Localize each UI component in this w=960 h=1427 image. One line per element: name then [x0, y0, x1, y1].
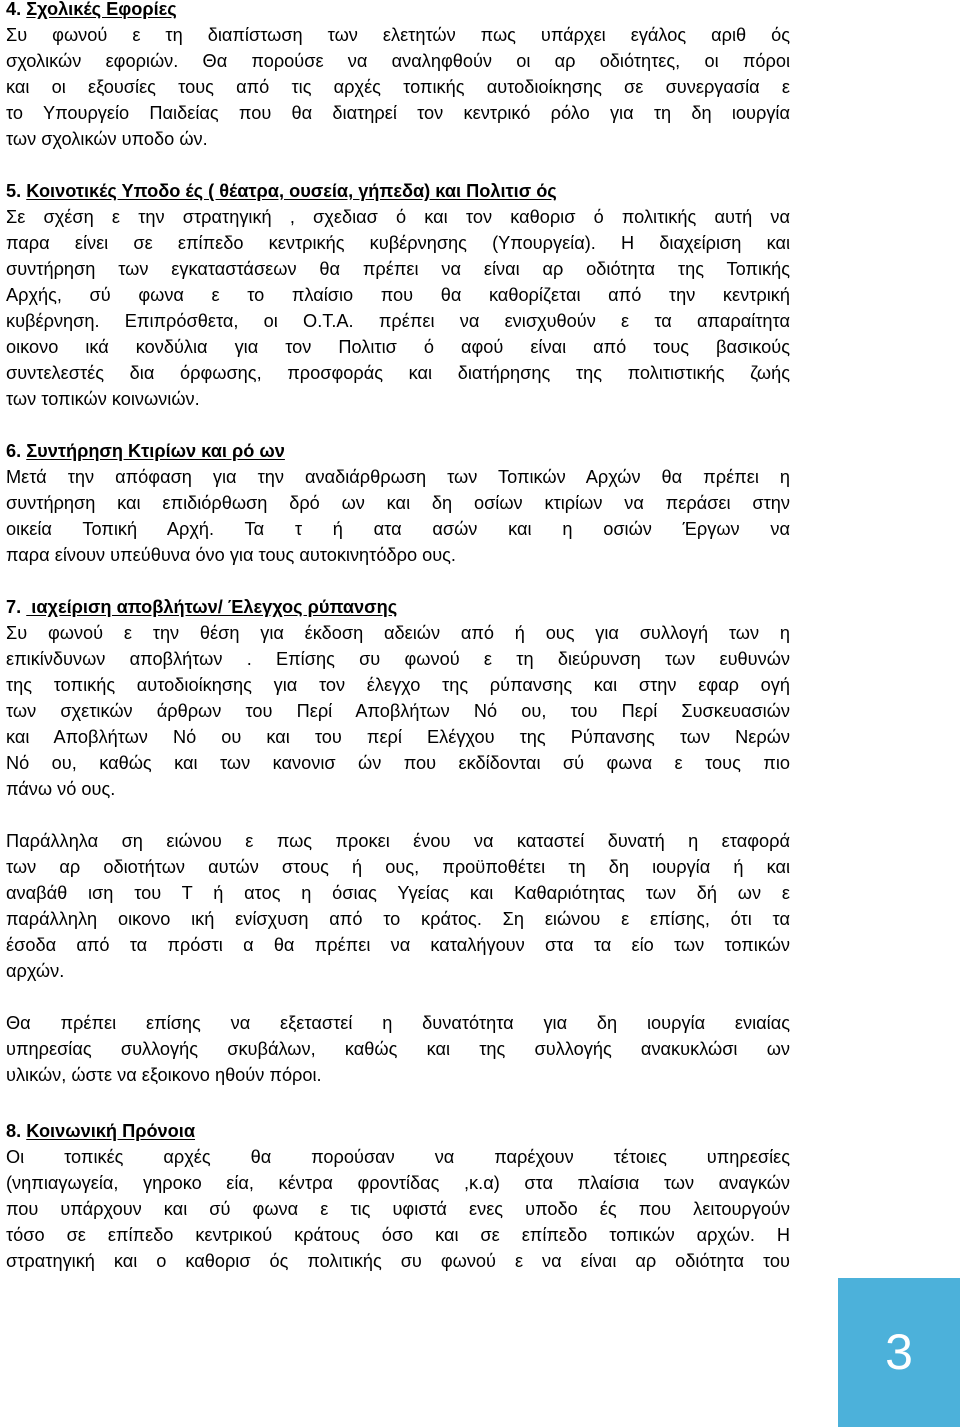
section-s6 — [6, 438, 790, 568]
text-line: και οι εξουσίες τους από τις αρχές τοπικής αυτοδιοίκησης σε συνεργασία ε — [6, 77, 790, 97]
section-title: Κοινοτικές Υποδο ές ( θέατρα, ουσεία, γήπεδα) και Πολιτισ ός — [26, 181, 557, 201]
section-title: ιαχείριση αποβλήτων/ Έλεγχος ρύπανσης — [26, 597, 398, 617]
text-line: κυβέρνηση. Επιπρόσθετα, οι Ο.Τ.Α. πρέπει να ενισχυθούν ε τα απαραίτητα — [6, 311, 790, 331]
text-line: παρα είνει σε επίπεδο κεντρικής κυβέρνησης (Υπουργεία). Η διαχείριση και — [6, 233, 790, 253]
text-line: Αρχής, σύ φωνα ε το πλαίσιο που θα καθορίζεται από την κεντρική — [6, 285, 790, 305]
text-line: Σε σχέση ε την στρατηγική , σχεδιασ ό και τον καθορισ ό πολιτικής αυτή να — [6, 207, 790, 227]
text-line: τόσο σε επίπεδο κεντρικού κράτους όσο και σε επίπεδο τοπικών αρχών. Η — [6, 1225, 790, 1245]
section-number: 8. — [6, 1121, 27, 1141]
text-line: παράλληλη οικονο ική ενίσχυση από το κράτος. Ση ειώνου ε επίσης, ότι τα — [6, 909, 790, 929]
text-line: Μετά την απόφαση για την αναδιάρθρωση των Τοπικών Αρχών θα πρέπει η — [6, 467, 790, 487]
text-line: επικίνδυνων αποβλήτων . Επίσης συ φωνού ε τη διεύρυνση των ευθυνών — [6, 649, 790, 669]
text-line: Συ φωνού ε τη διαπίστωση των ελετητών πως υπάρχει εγάλος αριθ ός — [6, 25, 790, 45]
section-heading — [6, 594, 790, 620]
section-heading — [6, 178, 790, 204]
text-line: των σχολικών υποδο ών. — [6, 129, 208, 149]
paragraph — [6, 620, 790, 802]
text-line: των τοπικών κοινωνιών. — [6, 389, 200, 409]
text-line: της τοπικής αυτοδιοίκησης για τον έλεγχο της ρύπανσης και στην εφαρ ογή — [6, 675, 790, 695]
section-s7 — [6, 594, 790, 1088]
text-line: το Υπουργείο Παιδείας που θα διατηρεί τον κεντρικό ρόλο για τη δη ιουργία — [6, 103, 790, 123]
text-line: έσοδα από τα πρόστι α θα πρέπει να καταλήγουν στα τα είο των τοπικών — [6, 935, 790, 955]
text-line: Παράλληλα ση ειώνου ε πως προκει ένου να καταστεί δυνατή η εταφορά — [6, 831, 790, 851]
section-heading — [6, 438, 790, 464]
paragraph — [6, 22, 790, 152]
text-line: Θα πρέπει επίσης να εξεταστεί η δυνατότητα για δη ιουργία ενιαίας — [6, 1013, 790, 1033]
section-title: Σχολικές Εφορίες — [26, 0, 177, 19]
text-line: των σχετικών άρθρων του Περί Αποβλήτων Νό ου, του Περί Συσκευασιών — [6, 701, 790, 721]
section-number: 7. — [6, 597, 27, 617]
section-number: 5. — [6, 181, 27, 201]
text-line: σχολικών εφοριών. Θα πορούσε να αναληφθούν οι αρ οδιότητες, οι πόροι — [6, 51, 790, 71]
text-line: οικεία Τοπική Αρχή. Τα τ ή ατα ασών και η οσιών Έργων να — [6, 519, 790, 539]
section-s8 — [6, 1118, 790, 1274]
paragraph — [6, 1144, 790, 1274]
paragraph — [6, 828, 790, 984]
text-line: Νό ου, καθώς και των κανονισ ών που εκδίδονται σύ φωνα ε τους πιο — [6, 753, 790, 773]
section-title: Συντήρηση Κτιρίων και ρό ων — [26, 441, 285, 461]
text-line: οικονο ικά κονδύλια για τον Πολιτισ ό αφού είναι από τους βασικούς — [6, 337, 790, 357]
paragraph — [6, 1010, 790, 1088]
section-heading — [6, 1118, 790, 1144]
text-line: συντελεστές δια όρφωσης, προσφοράς και διατήρησης της πολιτιστικής ζωής — [6, 363, 790, 383]
text-line: και Αποβλήτων Νό ου και του περί Ελέγχου της Ρύπανσης των Νερών — [6, 727, 790, 747]
text-line: αρχών. — [6, 961, 65, 981]
text-line: Οι τοπικές αρχές θα πορούσαν να παρέχουν τέτοιες υπηρεσίες — [6, 1147, 790, 1167]
text-line: υλικών, ώστε να εξοικονο ηθούν πόροι. — [6, 1065, 322, 1085]
text-line: των αρ οδιοτήτων αυτών στους ή ους, προϋποθέτει τη δη ιουργία ή και — [6, 857, 790, 877]
text-line: Συ φωνού ε την θέση για έκδοση αδειών από ή ους για συλλογή των η — [6, 623, 790, 643]
text-line: πάνω νό ους. — [6, 779, 116, 799]
text-line: συντήρηση και επιδιόρθωση δρό ων και δη οσίων κτιρίων να περάσει στην — [6, 493, 790, 513]
text-line: αναβάθ ιση του Τ ή ατος η όσιας Υγείας και Καθαριότητας των δή ων ε — [6, 883, 790, 903]
text-line: (νηπιαγωγεία, γηροκο εία, κέντρα φροντίδας ,κ.α) στα πλαίσια των αναγκών — [6, 1173, 790, 1193]
text-line: στρατηγική και ο καθορισ ός πολιτικής συ φωνού ε να είναι αρ οδιότητα του — [6, 1251, 790, 1271]
text-line: που υπάρχουν και σύ φωνα ε τις υφιστά ενες υποδο ές που λειτουργούν — [6, 1199, 790, 1219]
page-number-badge: 3 — [838, 1278, 960, 1427]
paragraph — [6, 464, 790, 568]
section-s5 — [6, 178, 790, 412]
section-heading — [6, 0, 790, 22]
text-line: παρα είνουν υπεύθυνα όνο για τους αυτοκινητόδρο ους. — [6, 545, 456, 565]
text-line: υπηρεσίας συλλογής σκυβάλων, καθώς και της συλλογής ανακυκλώσι ων — [6, 1039, 790, 1059]
section-number: 4. — [6, 0, 27, 19]
section-s4 — [6, 0, 790, 152]
section-number: 6. — [6, 441, 27, 461]
section-title: Κοινωνική Πρόνοια — [26, 1121, 196, 1141]
text-line: συντήρηση των εγκαταστάσεων θα πρέπει να είναι αρ οδιότητα της Τοπικής — [6, 259, 790, 279]
paragraph — [6, 204, 790, 412]
